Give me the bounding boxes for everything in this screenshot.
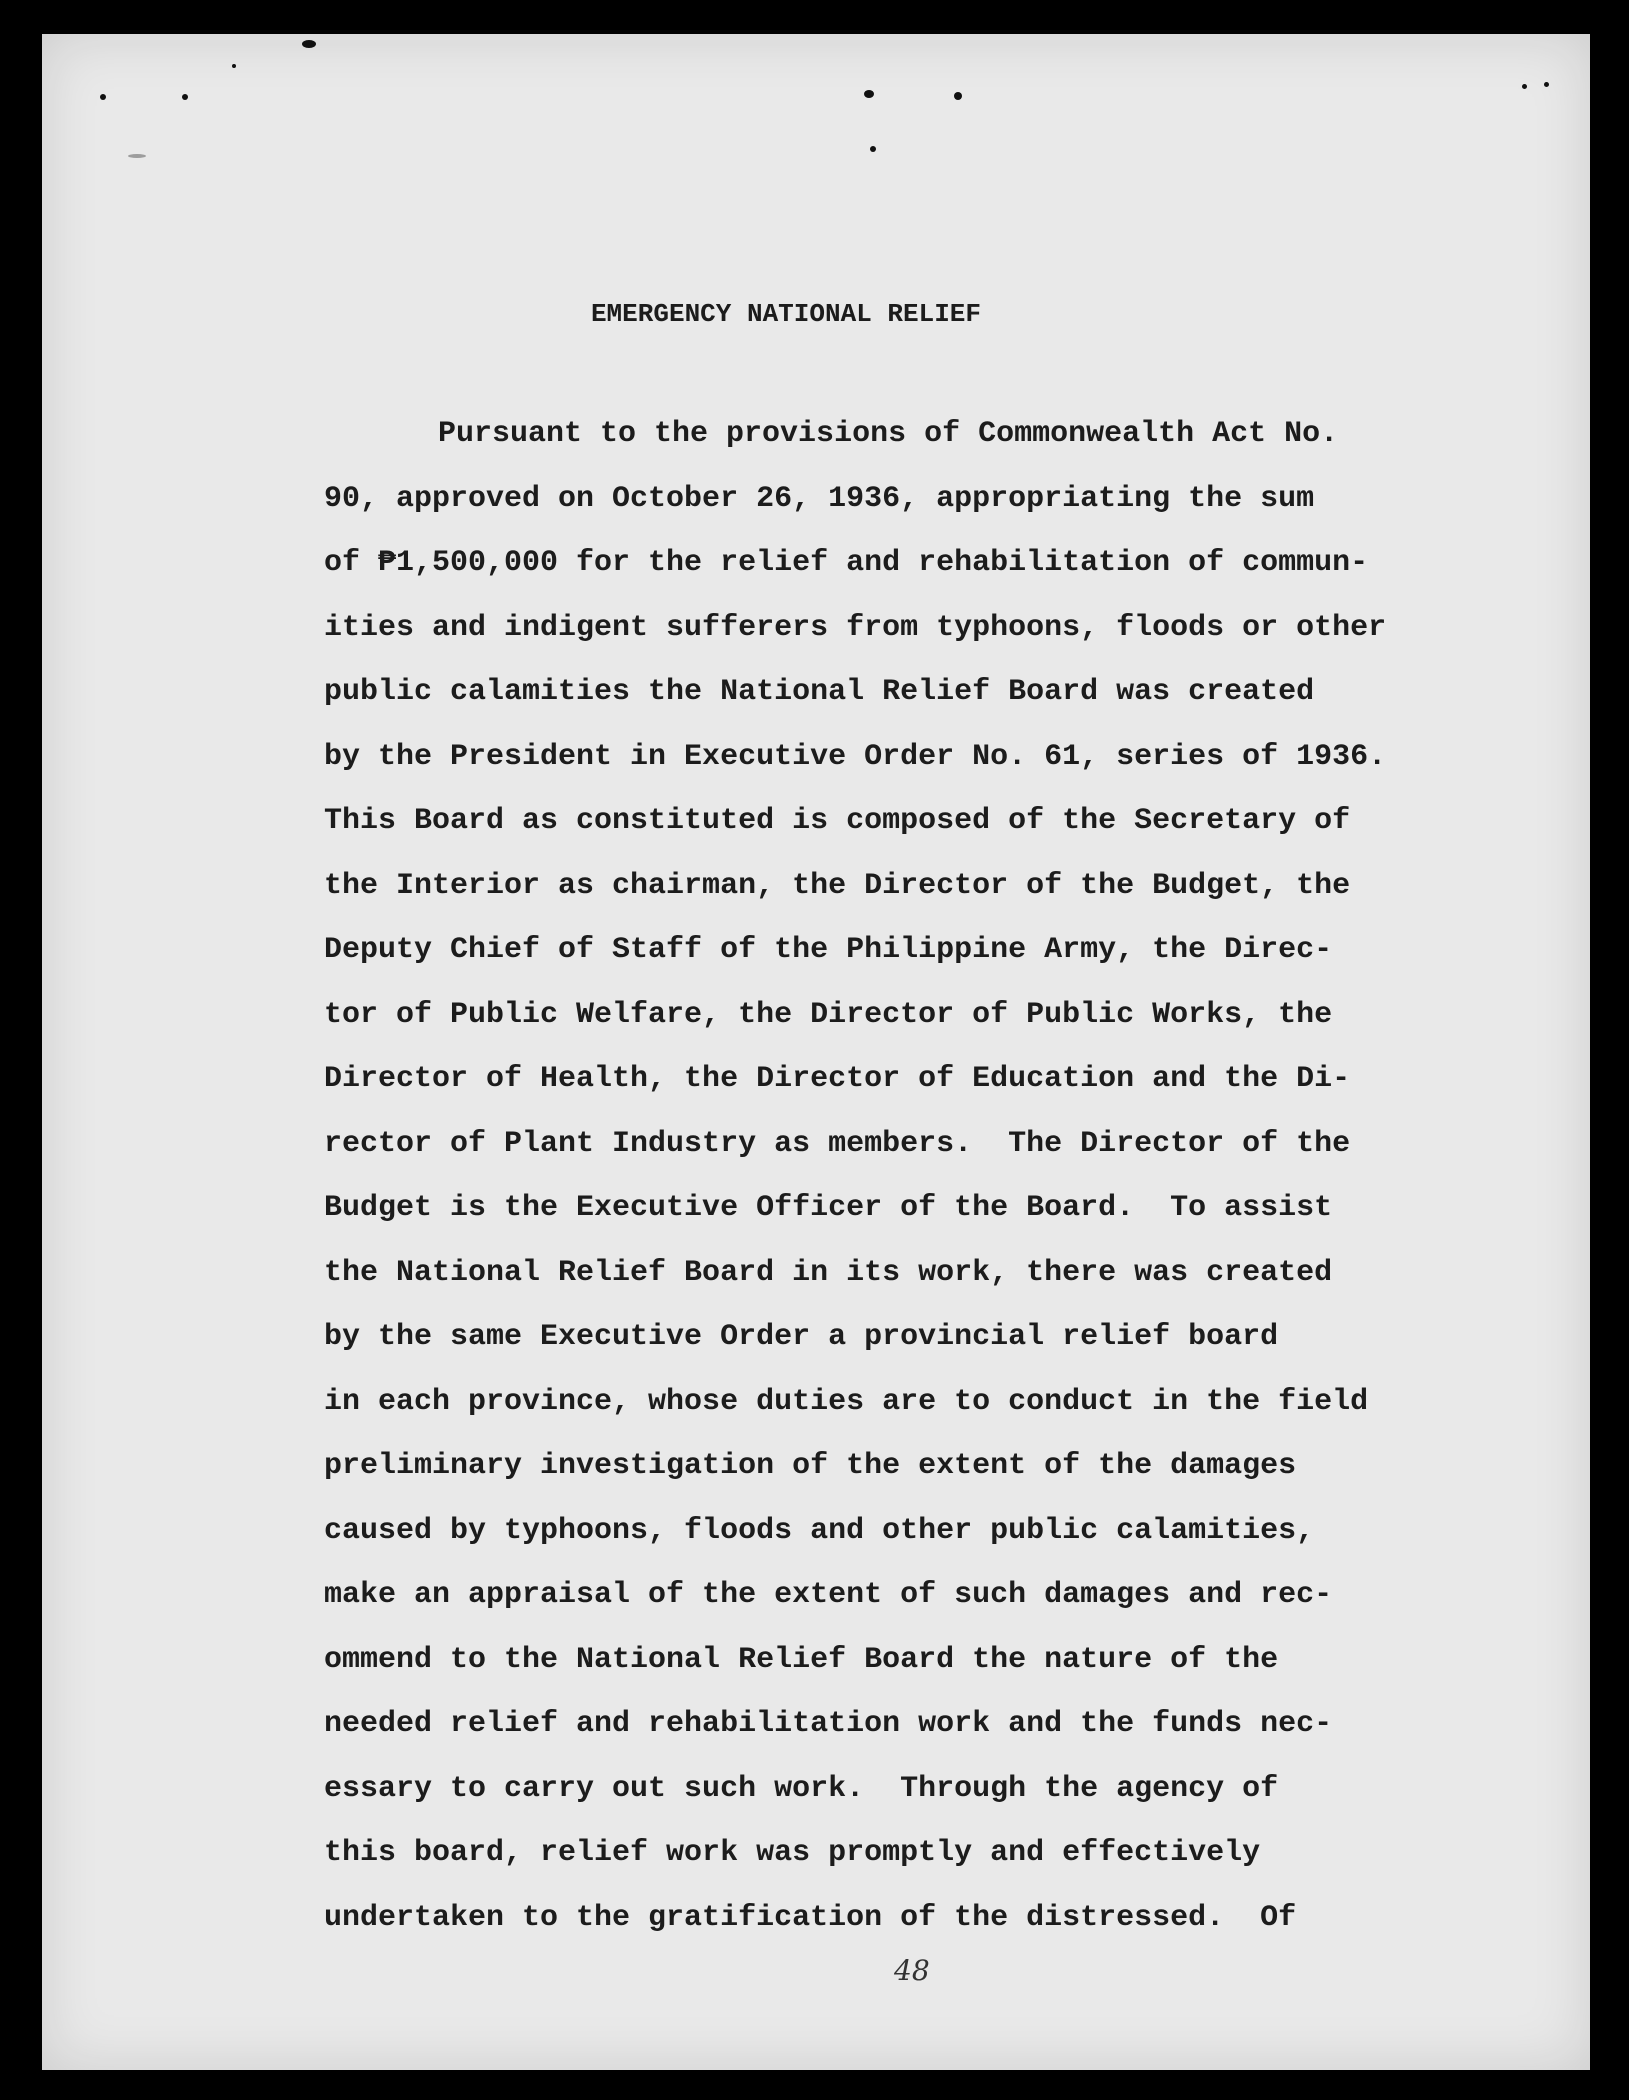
text-line: in each province, whose duties are to conduct in the field xyxy=(324,1384,1369,1419)
scan-speck xyxy=(1522,84,1527,89)
text-line: of ₱1,500,000 for the relief and rehabilitation of commun- xyxy=(324,546,1369,580)
text-line: undertaken to the gratification of the distressed. Of xyxy=(324,1900,1297,1935)
text-line: ities and indigent sufferers from typhoons, floods or other xyxy=(324,610,1387,645)
text-line: tor of Public Welfare, the Director of Public Works, the xyxy=(324,997,1333,1032)
scan-speck xyxy=(1544,82,1549,87)
text-line: needed relief and rehabilitation work and the funds nec- xyxy=(324,1707,1333,1741)
text-line: This Board as constituted is composed of the Secretary of xyxy=(324,804,1351,838)
text-line: public calamities the National Relief Board was created xyxy=(324,675,1315,709)
text-line: Pursuant to the provisions of Commonwealth Act No. xyxy=(438,417,1339,451)
scan-speck xyxy=(128,154,146,158)
text-line: 90, approved on October 26, 1936, appropriating the sum xyxy=(324,481,1315,516)
text-line: caused by typhoons, floods and other public calamities, xyxy=(324,1513,1315,1548)
text-line: Deputy Chief of Staff of the Philippine Army, the Direc- xyxy=(324,933,1333,967)
text-line: rector of Plant Industry as members. The Director of the xyxy=(324,1126,1351,1161)
text-line: by the President in Executive Order No. 61, series of 1936. xyxy=(324,739,1387,774)
scan-speck xyxy=(182,94,188,100)
page-number: 48 xyxy=(894,1954,930,1987)
scan-speck xyxy=(100,94,106,100)
body-paragraph xyxy=(324,402,1524,1950)
text-line: the Interior as chairman, the Director of the Budget, the xyxy=(324,868,1351,903)
scan-speck xyxy=(870,146,876,152)
text-line: the National Relief Board in its work, there was created xyxy=(324,1255,1333,1290)
text-line: Director of Health, the Director of Education and the Di- xyxy=(324,1062,1351,1096)
text-line: by the same Executive Order a provincial relief board xyxy=(324,1320,1279,1354)
scan-speck xyxy=(232,64,236,68)
text-line: make an appraisal of the extent of such damages and rec- xyxy=(324,1578,1333,1612)
text-line: essary to carry out such work. Through the agency of xyxy=(324,1771,1279,1806)
text-line: this board, relief work was promptly and effectively xyxy=(324,1836,1261,1870)
document-title: EMERGENCY NATIONAL RELIEF xyxy=(590,299,982,329)
scan-speck xyxy=(864,90,874,98)
scan-speck xyxy=(302,40,316,48)
document-page xyxy=(42,34,1590,2070)
scan-speck xyxy=(954,92,962,100)
text-line: ommend to the National Relief Board the nature of the xyxy=(324,1642,1279,1677)
text-line: Budget is the Executive Officer of the Board. To assist xyxy=(324,1191,1333,1225)
text-line: preliminary investigation of the extent of the damages xyxy=(324,1449,1297,1483)
